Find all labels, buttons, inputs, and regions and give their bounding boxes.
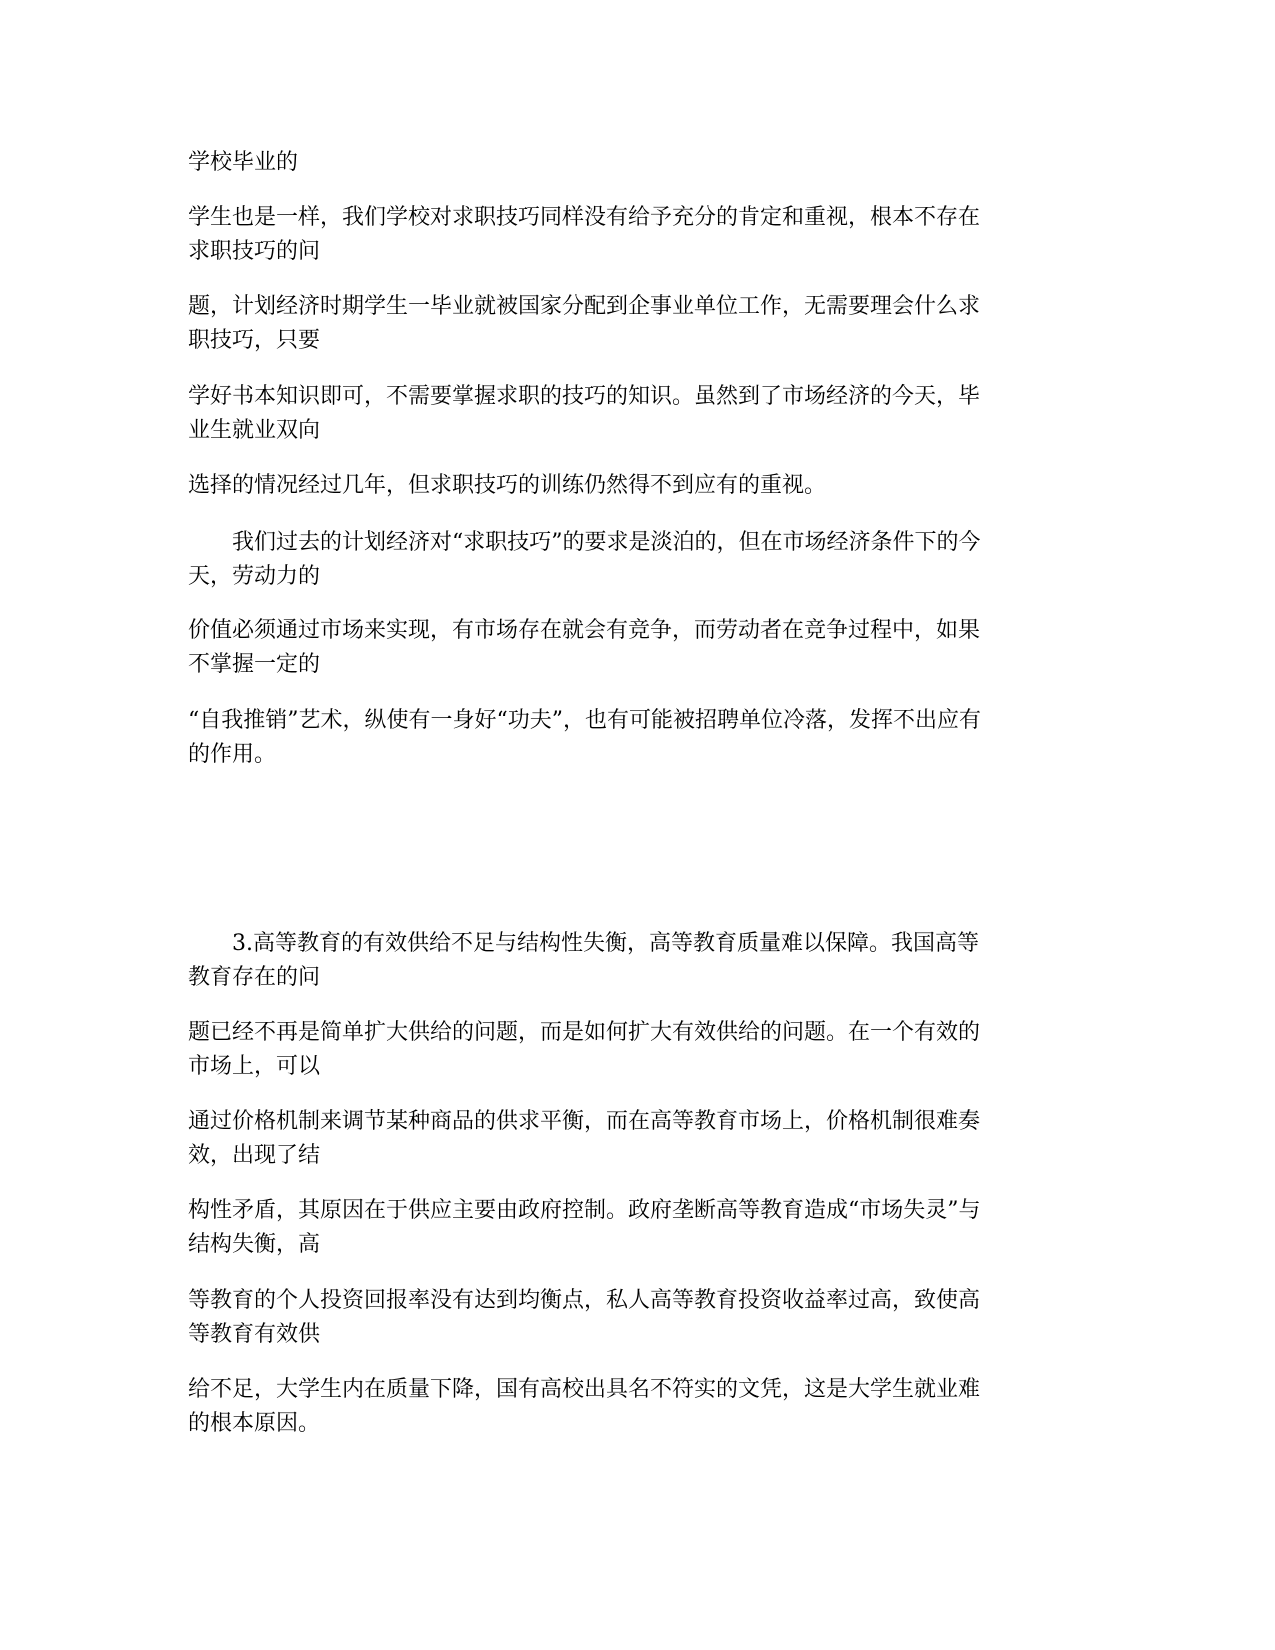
text-line: 的作用。	[188, 742, 277, 767]
text-line: 不掌握一定的	[188, 652, 321, 677]
text-line: 题，计划经济时期学生一毕业就被国家分配到企事业单位工作，无需要理会什么求	[188, 294, 981, 319]
text-line: 的根本原因。	[188, 1411, 321, 1436]
paragraph-2	[188, 201, 1088, 269]
text-line: 天，劳动力的	[188, 564, 321, 589]
paragraph-4	[188, 380, 1088, 448]
text-line: 结构失衡，高	[188, 1232, 321, 1257]
text-line: 给不足，大学生内在质量下降，国有高校出具名不符实的文凭，这是大学生就业难	[188, 1377, 981, 1402]
text-line: “自我推销”艺术，纵使有一身好“功夫”，也有可能被招聘单位冷落，发挥不出应有	[188, 708, 981, 733]
text-line: 我们过去的计划经济对“求职技巧”的要求是淡泊的，但在市场经济条件下的今	[188, 530, 981, 555]
text-line: 学好书本知识即可，不需要掌握求职的技巧的知识。虽然到了市场经济的今天，毕	[188, 384, 981, 409]
paragraph-14	[188, 1373, 1088, 1441]
paragraph-9	[188, 927, 1088, 995]
paragraph-7	[188, 614, 1088, 682]
text-line: 学校毕业的	[188, 150, 299, 175]
text-line: 等教育有效供	[188, 1322, 321, 1347]
paragraph-5	[188, 469, 1088, 503]
text-line: 3.高等教育的有效供给不足与结构性失衡，高等教育质量难以保障。我国高等	[188, 931, 979, 956]
paragraph-10	[188, 1016, 1088, 1084]
paragraph-1	[188, 146, 1088, 180]
paragraph-13	[188, 1284, 1088, 1352]
text-line: 价值必须通过市场来实现，有市场存在就会有竞争，而劳动者在竞争过程中，如果	[188, 618, 981, 643]
paragraph-12	[188, 1194, 1088, 1262]
text-line: 求职技巧的问	[188, 239, 321, 264]
text-line: 学生也是一样，我们学校对求职技巧同样没有给予充分的肯定和重视，根本不存在	[188, 205, 981, 230]
text-line: 通过价格机制来调节某种商品的供求平衡，而在高等教育市场上，价格机制很难奏	[188, 1109, 981, 1134]
paragraph-6	[188, 526, 1088, 594]
text-line: 等教育的个人投资回报率没有达到均衡点，私人高等教育投资收益率过高，致使高	[188, 1288, 981, 1313]
text-line: 职技巧，只要	[188, 328, 321, 353]
paragraph-3	[188, 290, 1088, 358]
text-line: 构性矛盾，其原因在于供应主要由政府控制。政府垄断高等教育造成“市场失灵”与	[188, 1198, 981, 1223]
paragraph-8	[188, 704, 1088, 772]
paragraph-11	[188, 1105, 1088, 1173]
text-line: 教育存在的问	[188, 965, 321, 990]
text-line: 效，出现了结	[188, 1143, 321, 1168]
text-line: 业生就业双向	[188, 418, 321, 443]
text-line: 选择的情况经过几年，但求职技巧的训练仍然得不到应有的重视。	[188, 473, 827, 498]
text-line: 市场上，可以	[188, 1054, 321, 1079]
text-line: 题已经不再是简单扩大供给的问题，而是如何扩大有效供给的问题。在一个有效的	[188, 1020, 981, 1045]
